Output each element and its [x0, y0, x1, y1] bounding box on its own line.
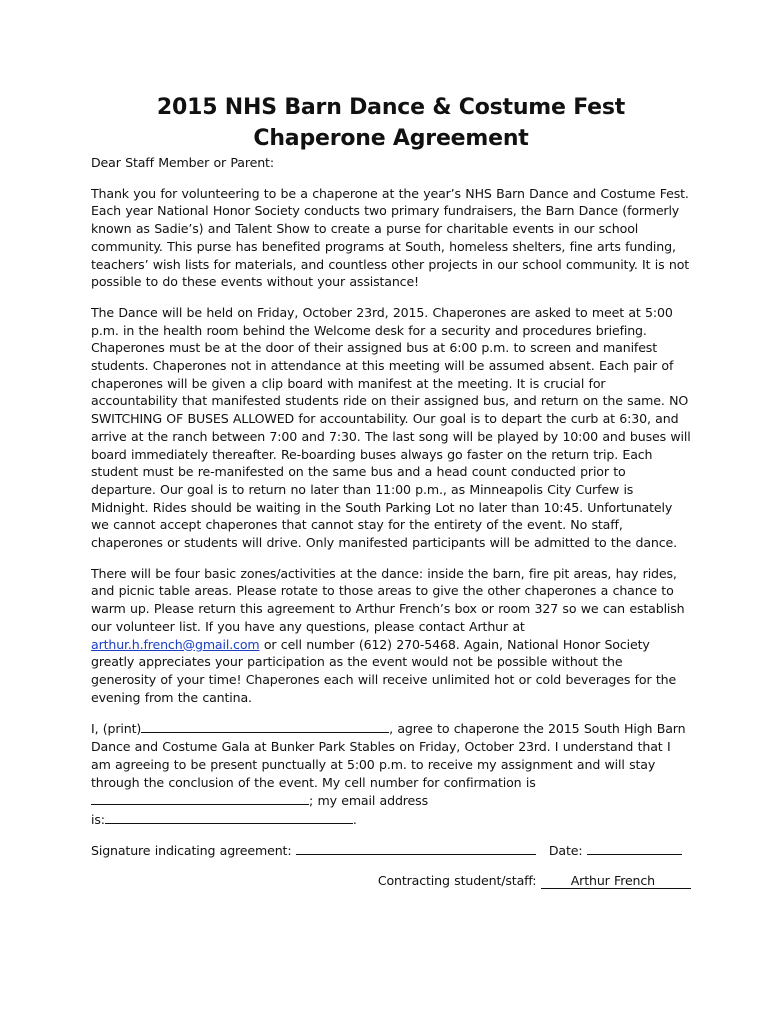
agreement-document [91, 92, 691, 890]
email-prefix: is: [91, 811, 105, 827]
contracting-name: Arthur French [570, 873, 655, 889]
cell-number-field[interactable] [91, 791, 309, 805]
paragraph-zones-text-2: or cell number (612) 270-5468. Again, National Honor Society greatly appreciates your participation as the event would not be possible without the generosity of your time! Chaperones each will receive unlimited hot or cold beverages for the evening from the cantina. [91, 636, 677, 705]
title-line-2: Chaperone Agreement [253, 126, 529, 151]
contracting-line [91, 872, 691, 890]
agreement-text: , agree to chaperone the 2015 South High Barn Dance and Costume Gala at Bunker Park Stables on Friday, October 23rd. I understand that I am agreeing to be present punctually at 5:00 p.m. to receive my assignment and will stay through the conclusion of the event. My cell number for confirmation is [91, 721, 686, 790]
contact-email-link[interactable]: arthur.h.french@gmail.com [91, 636, 260, 652]
contracting-label: Contracting student/staff: [377, 873, 541, 889]
paragraph-zones [91, 565, 691, 707]
contracting-pad-left [541, 872, 571, 885]
paragraph-logistics: The Dance will be held on Friday, October 23rd, 2015. Chaperones are asked to meet at 5:00 p.m. in the health room behind the Welcome desk for a security and procedures briefing. Chaperones must be at the door of their assigned bus at 6:00 p.m. to screen and manifest students. Chaperones not in attendance at this meeting will be assumed absent. Each pair of chaperones will be given a clip board with manifest at the meeting. It is crucial for accountability that manifested students ride on their assigned bus, and return on the same. NO SWITCHING OF BUSES ALLOWED for accountability. Our goal is to depart the curb at 6:30, and arrive at the ranch between 7:00 and 7:30. The last song will be played by 10:00 and buses will board immediately thereafter. Re-boarding buses always go faster on the return trip. Each student must be re-manifested on the same bus and a head count conducted prior to departure. Our goal is to return no later than 11:00 p.m., as Minneapolis City Curfew is Midnight. Rides should be waiting in the South Parking Lot no later than 10:45. Unfortunately we cannot accept chaperones that cannot stay for the entirety of the event. No staff, chaperones or students will drive. Only manifested participants will be admitted to the dance. [91, 304, 691, 551]
paragraph-zones-text-1: There will be four basic zones/activities at the dance: inside the barn, fire pit areas, hay rides, and picnic table areas. Please rotate to those areas to give the other chaperones a chance to warm up. Please return this agreement to Arthur French’s box or room 327 so we can establish our volunteer list. If you have any questions, please contact Arthur at [91, 565, 685, 634]
greeting: Dear Staff Member or Parent: [91, 155, 274, 170]
email-field[interactable] [105, 810, 353, 824]
agreement-paragraph [91, 719, 691, 828]
print-name-field[interactable] [141, 719, 389, 733]
document-title [91, 92, 691, 154]
paragraph-intro: Thank you for volunteering to be a chaperone at the year’s NHS Barn Dance and Costume Fest. Each year National Honor Society conducts two primary fundraisers, the Barn Dance (formerly known as Sadie’s) and Talent Show to create a purse for charitable events in our school community. This purse has benefited programs at South, homeless shelters, fine arts funding, teachers’ wish lists for materials, and countless other projects in our school community. It is not possible to do these events without your assistance! [91, 185, 690, 290]
signature-field[interactable] [296, 841, 536, 855]
contracting-name-field [541, 872, 691, 889]
contracting-pad-right [655, 872, 691, 885]
title-line-1: 2015 NHS Barn Dance & Costume Fest [156, 95, 626, 120]
print-name-label: I, (print) [91, 721, 142, 737]
signature-label: Signature indicating agreement: [91, 842, 296, 858]
signature-line [91, 841, 691, 860]
agreement-end: . [352, 811, 357, 827]
date-label: Date: [548, 842, 587, 858]
email-label: ; my email address [309, 793, 428, 809]
date-field[interactable] [587, 841, 682, 855]
